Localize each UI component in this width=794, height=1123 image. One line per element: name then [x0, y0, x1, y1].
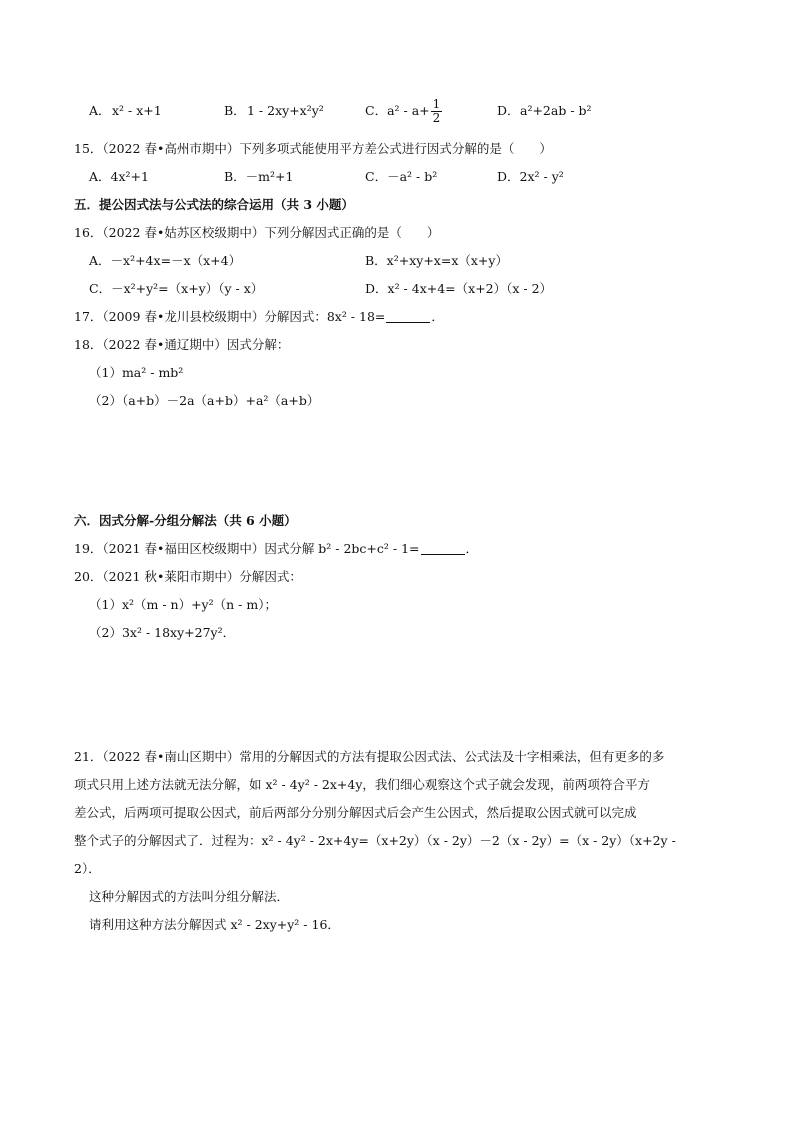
q15-option-d: D．2x² - y²	[497, 169, 564, 184]
q16-stem: 16．（2022 春•姑苏区校级期中）下列分解因式正确的是（ ）	[74, 225, 440, 240]
q14-option-c-label: C．	[365, 103, 388, 118]
q21-line-4: 整个式子的分解因式了．过程为：x² - 4y² - 2x+4y=（x+2y）（x - 2y）－2（x - 2y）=（x - 2y）（x+2y -	[74, 833, 676, 848]
q18-stem: 18．（2022 春•通辽期中）因式分解：	[74, 337, 290, 352]
q21-line-2: 项式只用上述方法就无法分解，如 x² - 4y² - 2x+4y，我们细心观察这个式子就会发现，前两项符合平方	[74, 777, 650, 792]
q14-option-a: A．	[89, 103, 111, 118]
q14-option-d: D．	[497, 103, 520, 118]
q18-part-2: （2）（a+b）－2a（a+b）+a²（a+b）	[89, 393, 320, 408]
q15-stem: 15．（2022 春•高州市期中）下列多项式能使用平方差公式进行因式分解的是（ ）	[74, 141, 552, 156]
q16-option-a: A．－x²+4x=－x（x+4）	[89, 253, 242, 268]
fraction-denominator: 2	[432, 111, 441, 125]
fraction-numerator: 1	[432, 97, 441, 111]
q14-option-d-expr: a²+2ab - b²	[520, 103, 592, 118]
q20-part-1: （1）x²（m - n）+y²（n - m）；	[89, 597, 277, 612]
answer-blank[interactable]	[386, 310, 430, 323]
q14-option-c-fraction	[431, 98, 443, 125]
q14-option-b-expr: 1 - 2xy+x²y²	[247, 103, 324, 118]
q14-option-c	[365, 96, 442, 126]
q16-option-b: B．x²+xy+x=x（x+y）	[365, 253, 508, 268]
q16-option-c: C．－x²+y²=（x+y）（y - x）	[89, 281, 264, 296]
q14-option-b: B．	[224, 103, 246, 118]
section-5-title: 五．提公因式法与公式法的综合运用（共 3 小题）	[74, 197, 354, 212]
answer-blank[interactable]	[421, 542, 465, 555]
q21-line-3: 差公式，后两项可提取公因式，前后两部分分别分解因式后会产生公因式，然后提取公因式就可以完成	[74, 805, 637, 820]
q20-stem: 20．（2021 秋•莱阳市期中）分解因式：	[74, 569, 302, 584]
q18-part-1: （1）ma² - mb²	[89, 365, 184, 380]
q17	[74, 308, 444, 326]
q21-line-1: 21．（2022 春•南山区期中）常用的分解因式的方法有提取公因式法、公式法及十字相乘法，但有更多的多	[74, 749, 665, 764]
q17-stem: 17．（2009 春•龙川县校级期中）分解因式：8x² - 18=	[74, 309, 386, 324]
q19	[74, 540, 478, 558]
q14-option-a-expr: x² - x+1	[112, 103, 162, 118]
q20-part-2: （2）3x² - 18xy+27y²．	[89, 625, 236, 640]
q15-option-a: A．4x²+1	[89, 169, 149, 184]
q14-option-c-expr: a² - a+	[387, 103, 430, 118]
q19-end: ．	[465, 541, 479, 556]
q19-stem: 19．（2021 春•福田区校级期中）因式分解 b² - 2bc+c² - 1=	[74, 541, 420, 556]
q21-line-5: 2）．	[74, 861, 101, 876]
section-6-title: 六．因式分解-分组分解法（共 6 小题）	[74, 513, 297, 528]
q16-option-d: D．x² - 4x+4=（x+2）（x - 2）	[365, 281, 553, 296]
q15-option-c: C．－a² - b²	[365, 169, 438, 184]
q21-line-7: 请利用这种方法分解因式 x² - 2xy+y² - 16．	[89, 917, 340, 932]
q21-line-6: 这种分解因式的方法叫分组分解法．	[89, 889, 290, 904]
q17-end: ．	[431, 309, 444, 324]
q15-option-b: B．－m²+1	[224, 169, 294, 184]
